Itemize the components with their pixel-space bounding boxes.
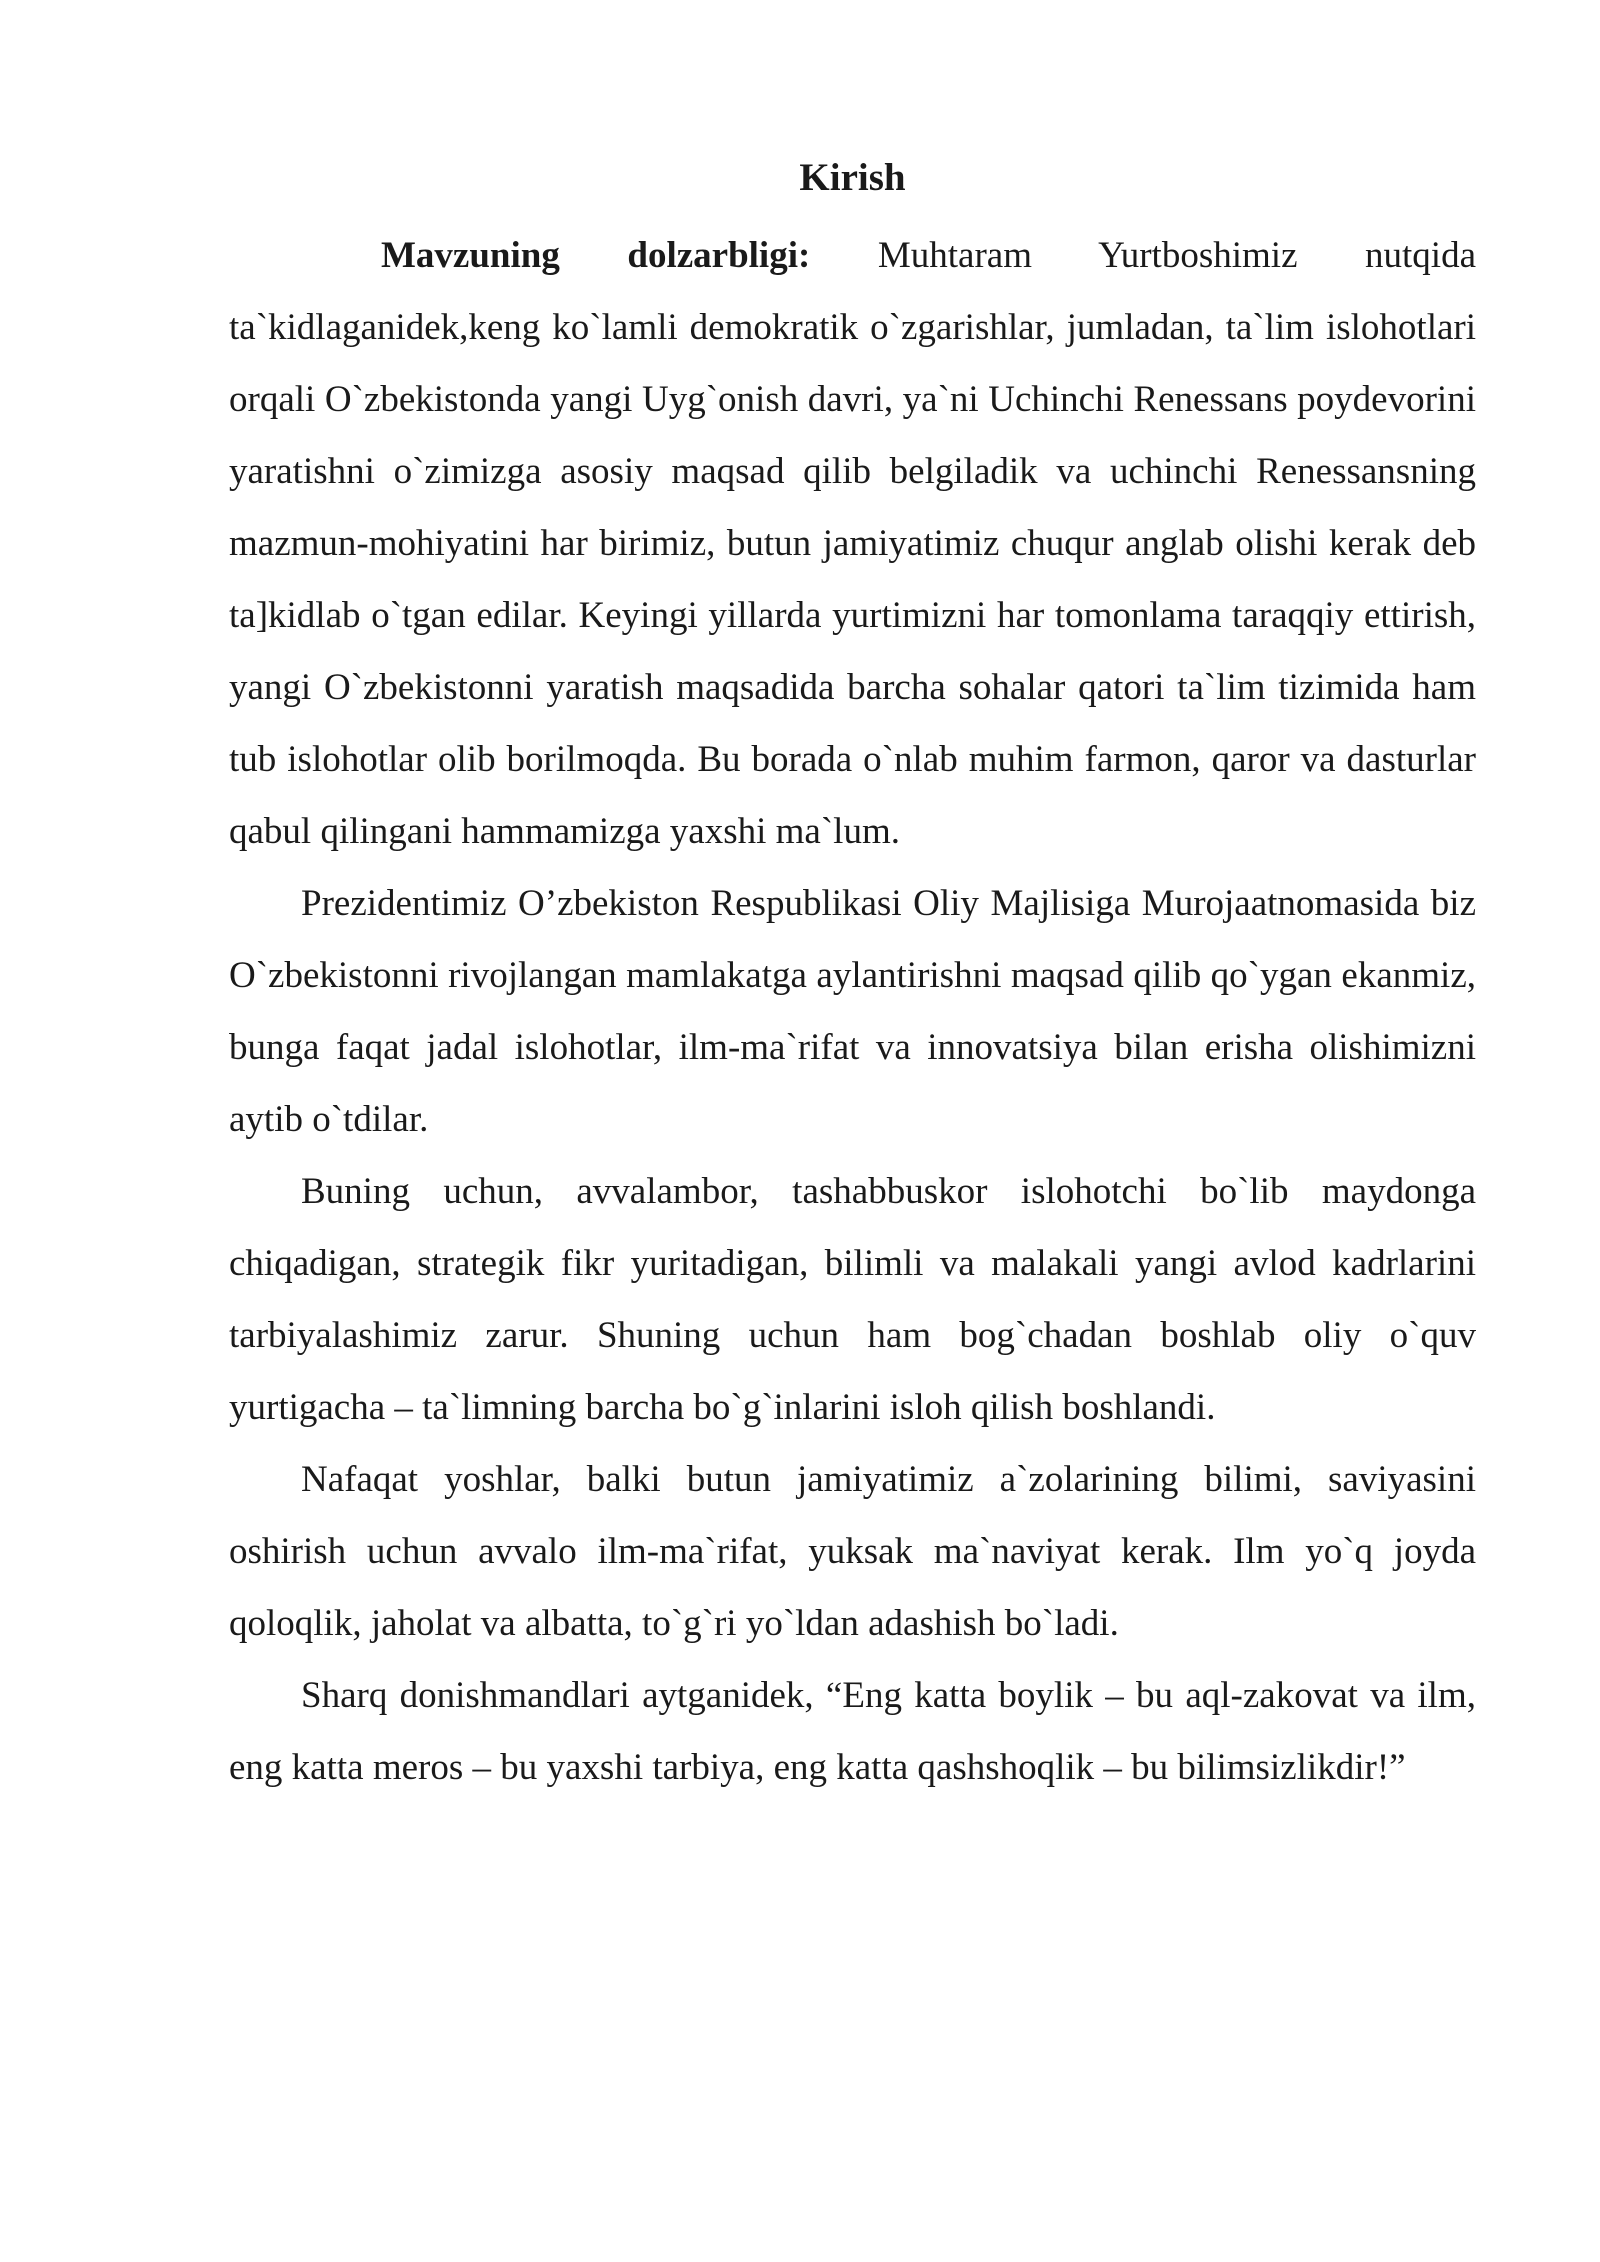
paragraph-knowledge: Nafaqat yoshlar, balki butun jamiyatimiz a`zolarining bilimi, saviyasini oshirish uchun avvalo ilm-ma`rifat, yuksak ma`naviyat kerak. Ilm yo`q joyda qoloqlik, jaholat va albatta, to`g`ri yo`ldan adashish bo`ladi. xyxy=(229,1459,1476,1644)
paragraph-relevance xyxy=(229,220,1476,868)
paragraph-eastern-wisdom: Sharq donishmandlari aytganidek, “Eng katta boylik – bu aql-zakovat va ilm, eng katta meros – bu yaxshi tarbiya, eng katta qashshoqlik – bu bilimsizlikdir!” xyxy=(229,1675,1476,1788)
paragraph-lead: Mavzuning dolzarbligi: xyxy=(381,235,811,276)
document-body xyxy=(229,148,1476,1804)
paragraph-president-address: Prezidentimiz O’zbekiston Respublikasi Oliy Majlisiga Murojaatnomasida biz O`zbekistonni rivojlangan mamlakatga aylantirishni maqsad qilib qo`ygan ekanmiz, bunga faqat jadal islohotlar, ilm-ma`rifat va innovatsiya bilan erisha olishimizni aytib o`tdilar. xyxy=(229,883,1476,1140)
page-title: Kirish xyxy=(799,156,906,199)
paragraph-text: Muhtaram Yurtboshimiz nutqida ta`kidlaganidek,keng ko`lamli demokratik o`zgarishlar, jumladan, ta`lim islohotlari orqali O`zbekistonda yangi Uyg`onish davri, ya`ni Uchinchi Renessans poydevorini yaratishni o`zimizga asosiy maqsad qilib belgiladik va uchinchi Renessansning mazmun-mohiyatini har birimiz, butun jamiyatimiz chuqur anglab olishi kerak deb ta]kidlab o`tgan edilar. Keyingi yillarda yurtimizni har tomonlama taraqqiy ettirish, yangi O`zbekistonni yaratish maqsadida barcha sohalar qatori ta`lim tizimida ham tub islohotlar olib borilmoqda. Bu borada o`nlab muhim farmon, qaror va dasturlar qabul qilingani hammamizga yaxshi ma`lum. xyxy=(229,235,1476,852)
paragraph-new-generation: Buning uchun, avvalambor, tashabbuskor islohotchi bo`lib maydonga chiqadigan, strategik fikr yuritadigan, bilimli va malakali yangi avlod kadrlarini tarbiyalashimiz zarur. Shuning uchun ham bog`chadan boshlab oliy o`quv yurtigacha – ta`limning barcha bo`g`inlarini isloh qilish boshlandi. xyxy=(229,1171,1476,1428)
